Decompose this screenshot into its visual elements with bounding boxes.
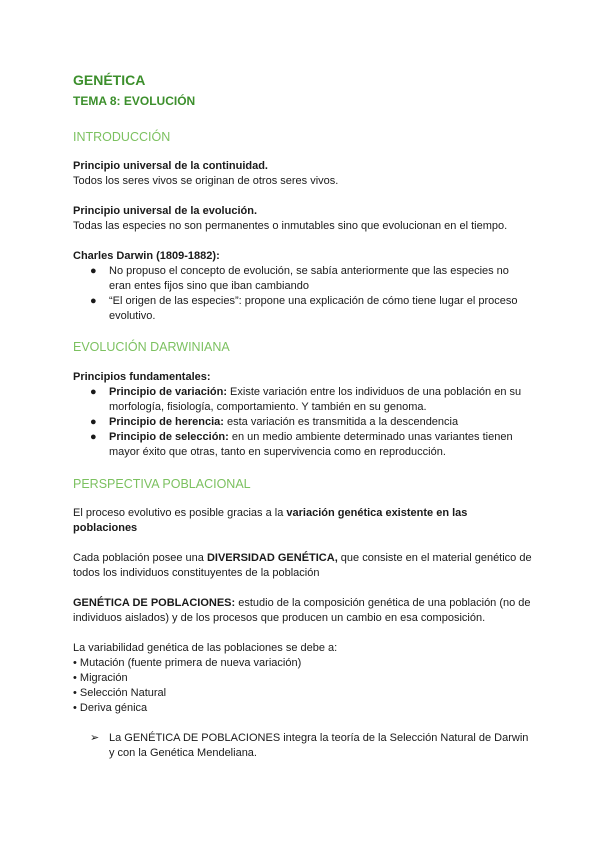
continuidad-title: Principio universal de la continuidad.	[73, 160, 268, 172]
list-item: ● Principio de variación: Existe variación entre los individuos de una población en su morfología, fisiología, comportamiento. Y también en su genoma.	[90, 386, 522, 413]
arrow-icon: ➢	[90, 732, 100, 744]
poblacional-paragraph-2: Cada población posee una DIVERSIDAD GENÉTICA, que consiste en el material genético de todos los individuos constituyentes de la población	[73, 552, 532, 579]
darwin-list	[73, 264, 533, 324]
document-title: GENÉTICA	[73, 72, 146, 88]
bullet-icon: ●	[90, 386, 97, 398]
document-subtitle: TEMA 8: EVOLUCIÓN	[73, 94, 196, 108]
list-item: ● Principio de herencia: esta variación es transmitida a la descendencia	[90, 416, 459, 428]
section-heading-introduccion: INTRODUCCIÓN	[73, 130, 171, 144]
list-item: • Migración	[73, 672, 128, 684]
list-item: • Mutación (fuente primera de nueva variación)	[73, 657, 302, 669]
continuidad-text: Todos los seres vivos se originan de otros seres vivos.	[73, 175, 339, 187]
list-item: • Selección Natural	[73, 687, 167, 699]
document-content	[73, 71, 533, 761]
variabilidad-intro: La variabilidad genética de las poblaciones se debe a:	[73, 642, 338, 654]
list-item: ● Principio de selección: en un medio ambiente determinado unas variantes tienen mayor éxito que otras, tanto en supervivencia como en reproducción.	[90, 431, 513, 458]
principios-list	[73, 385, 533, 460]
bullet-icon: ●	[90, 416, 97, 428]
bullet-icon: ●	[90, 295, 97, 307]
bullet-icon: ●	[90, 265, 97, 277]
principios-title: Principios fundamentales:	[73, 371, 211, 383]
darwin-title: Charles Darwin (1809-1882):	[73, 250, 220, 262]
list-item: • Deriva génica	[73, 702, 148, 714]
bullet-icon: ●	[90, 431, 97, 443]
section-heading-perspectiva-poblacional: PERSPECTIVA POBLACIONAL	[73, 477, 251, 491]
variabilidad-list	[73, 641, 533, 716]
genetica-poblaciones-note: ➢ La GENÉTICA DE POBLACIONES integra la teoría de la Selección Natural de Darwin y con la Genética Mendeliana.	[90, 732, 529, 759]
poblacional-paragraph-3: GENÉTICA DE POBLACIONES: estudio de la composición genética de una población (no de individuos aislados) y de los procesos que producen un cambio en esa composición.	[73, 597, 531, 624]
evolucion-title: Principio universal de la evolución.	[73, 205, 257, 217]
list-item: ● No propuso el concepto de evolución, se sabía anteriormente que las especies no eran entes fijos sino que iban cambiando	[90, 265, 509, 292]
poblacional-paragraph-1: El proceso evolutivo es posible gracias a la variación genética existente en las poblaciones	[73, 507, 468, 534]
evolucion-text: Todas las especies no son permanentes o inmutables sino que evolucionan en el tiempo.	[73, 220, 508, 232]
section-heading-evolucion-darwiniana: EVOLUCIÓN DARWINIANA	[73, 340, 230, 354]
list-item: ● “El origen de las especies”: propone una explicación de cómo tiene lugar el proceso evolutivo.	[90, 295, 518, 322]
